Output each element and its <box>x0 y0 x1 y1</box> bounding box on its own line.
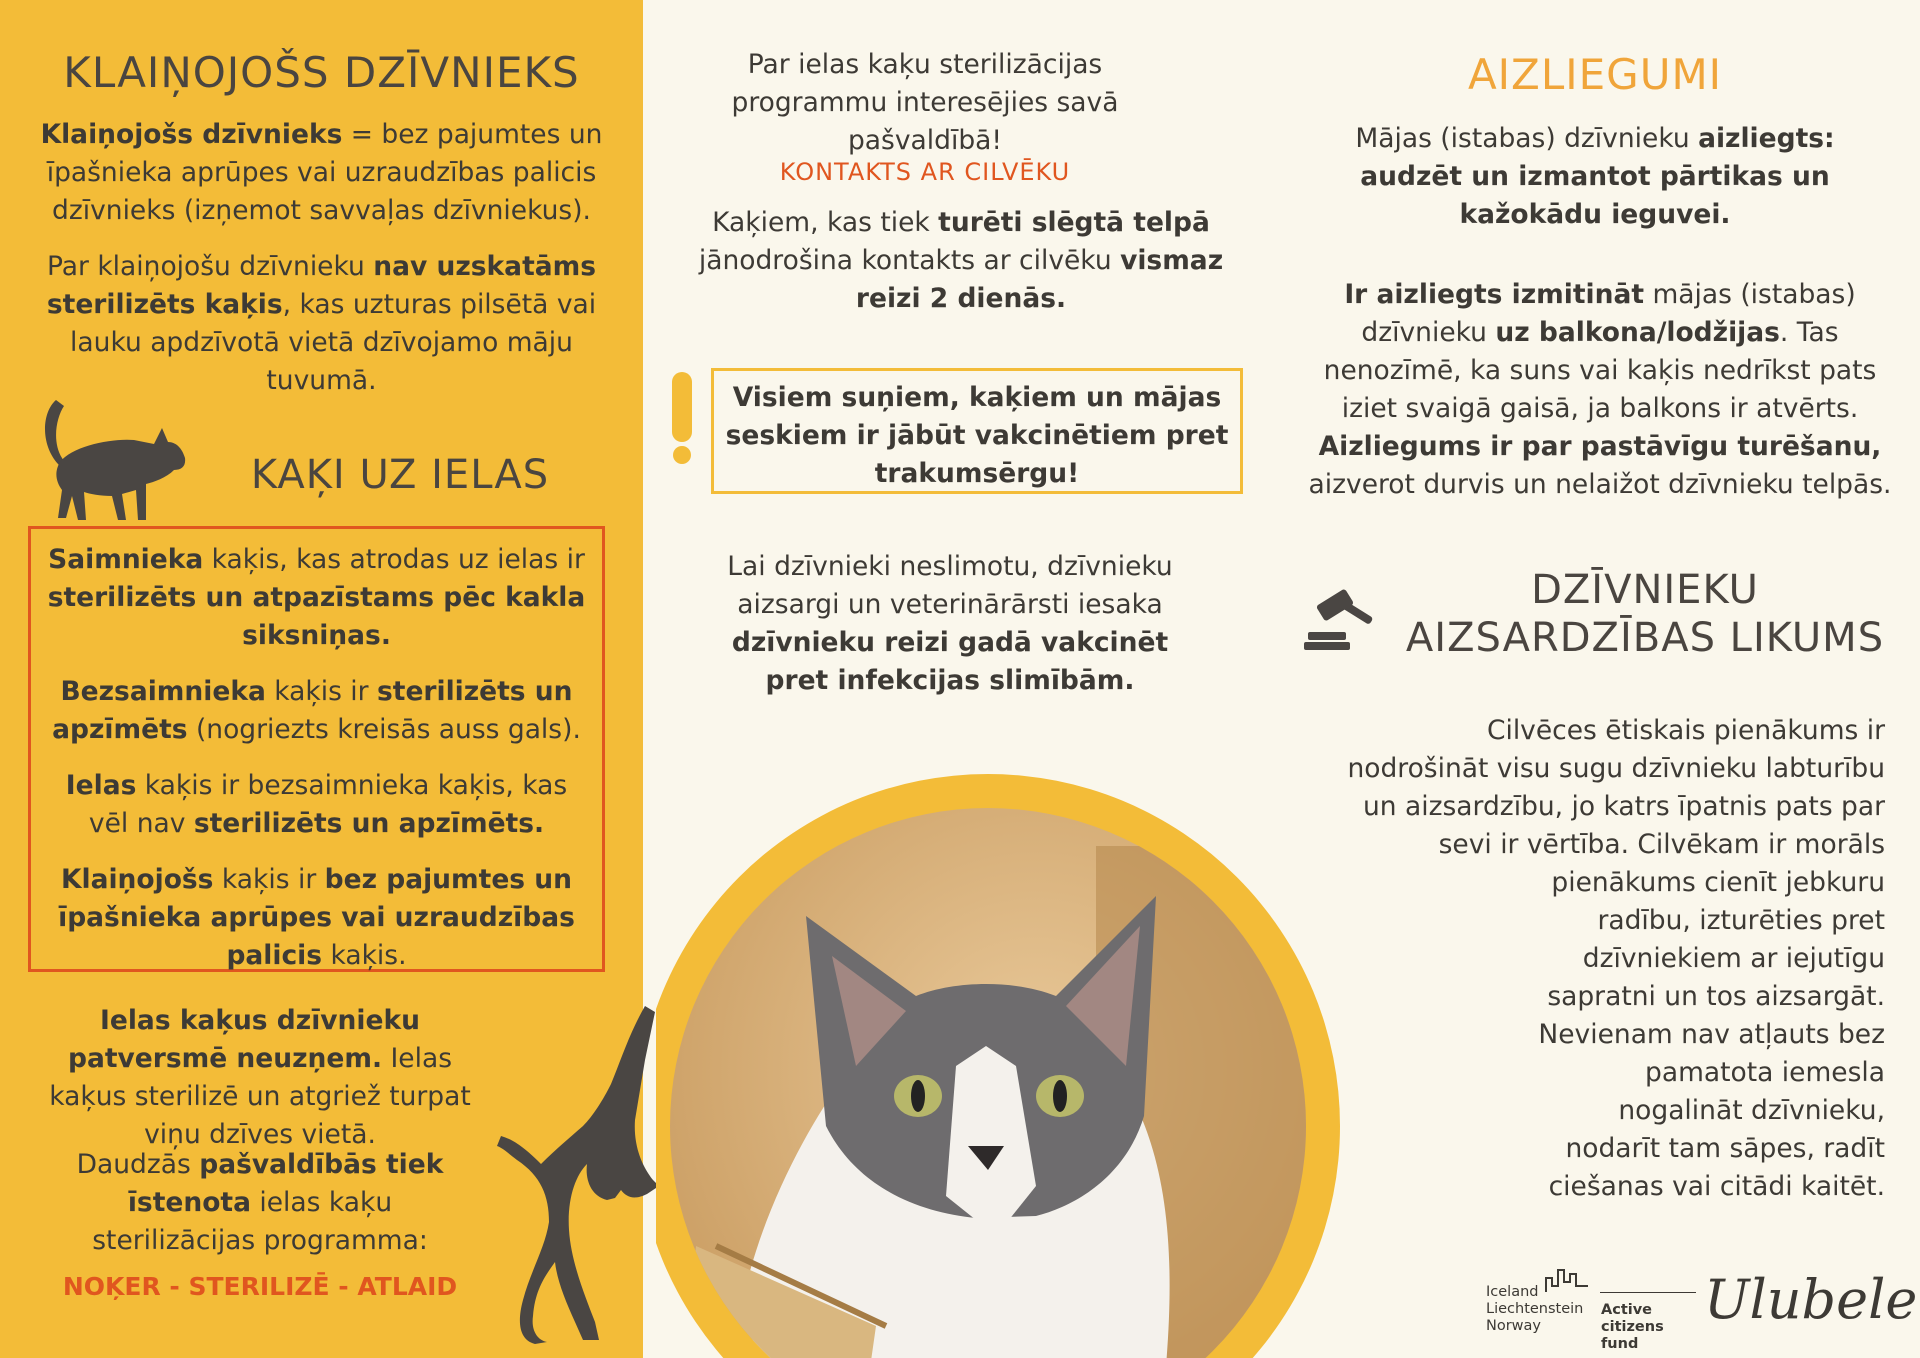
logo-line: Active <box>1601 1302 1653 1318</box>
street-cat-text: Ielas kaķis ir bezsaimnieka kaķis, kas vēl nav sterilizēts un apzīmēts. <box>65 770 568 839</box>
law-line: pamatota iemesla <box>1645 1057 1885 1088</box>
law-line: Nevienam nav atļauts bez <box>1538 1019 1885 1050</box>
law-line: dzīvniekiem ar iejutīgu <box>1582 943 1885 974</box>
vaccination-text: Lai dzīvnieki neslimotu, dzīvnieku aizsargi un veterinārārsti iesaka dzīvnieku reizi gadā vakcinēt pret infekcijas slimībām. <box>727 551 1173 696</box>
left-intro <box>30 116 613 418</box>
animal-law-title-line2: AIZSARDZĪBAS LIKUMS <box>1405 615 1885 661</box>
law-line: radību, izturēties pret <box>1597 905 1885 936</box>
shelter-paragraph: Ielas kaķus dzīvnieku patversmē neuzņem. Ielas kaķus sterilizē un atgriež turpat viņu dzīves vietā. <box>49 1005 471 1150</box>
prohibition-breeding-text: Mājas (istabas) dzīvnieku aizliegts: audzēt un izmantot pārtikas un kažokādu ieguvei. <box>1355 123 1835 230</box>
law-line: sapratni un tos aizsargāt. <box>1547 981 1885 1012</box>
logo-line: citizens fund <box>1601 1319 1664 1352</box>
animal-law-title-line1: DZĪVNIEKU <box>1531 567 1759 613</box>
animal-law-title <box>1390 566 1900 662</box>
ulubele-logo: Ulubele <box>1704 1268 1918 1331</box>
stray-cat-text: Klaiņojošs kaķis ir bez pajumtes un īpašnieka aprūpes vai uzraudzības palicis kaķis. <box>58 864 575 971</box>
law-line: pienākums cienīt jebkuru <box>1551 867 1885 898</box>
logo-line: Iceland <box>1486 1284 1539 1300</box>
law-line: ciešanas vai citādi kaitēt. <box>1548 1171 1885 1202</box>
definition-paragraph: Klaiņojošs dzīvnieks = bez pajumtes un īpašnieka aprūpes vai uzraudzības palicis dzīvnieks (izņemot savvaļas dzīvniekus). <box>40 119 603 226</box>
prohibitions-title: AIZLIEGUMI <box>1467 50 1723 99</box>
contact-text: Kaķiem, kas tiek turēti slēgtā telpā jānodrošina kontakts ar cilvēku vismaz reizi 2 dienās. <box>698 207 1224 314</box>
law-line: Cilvēces ētiskais pienākums ir <box>1486 715 1885 746</box>
logo-divider <box>1600 1292 1696 1293</box>
cat-types-box <box>28 526 605 972</box>
exclamation-icon <box>670 372 694 464</box>
law-line: nodrošināt visu sugu dzīvnieku labturību <box>1347 753 1885 784</box>
owner-cat-text: Saimnieka kaķis, kas atrodas uz ielas ir sterilizēts un atpazīstams pēc kakla siksniņas. <box>47 544 586 651</box>
law-line: nogalināt dzīvnieku, <box>1618 1095 1885 1126</box>
program-paragraph: Daudzās pašvaldībās tiek īstenota ielas kaķu sterilizācijas programma: <box>76 1149 444 1256</box>
law-line: un aizsardzību, jo katrs īpatnis pats par <box>1362 791 1885 822</box>
ownerless-cat-text: Bezsaimnieka kaķis ir sterilizēts un apzīmēts (nogriezts kreisās auss gals). <box>52 676 581 745</box>
prohibition-balcony-text: Ir aizliegts izmitināt mājas (istabas) dzīvnieku uz balkona/lodžijas. Tas nenozīmē, ka suns vai kaķis nedrīkst pats iziet svaigā gaisā, ja balkons ir atvērts. Aizliegums ir par pastāvīgu turēšanu, aizverot durvis un nelaižot dzīvnieku telpās. <box>1308 279 1892 500</box>
contact-title: KONTAKTS AR CILVĒKU <box>779 158 1071 186</box>
logo-line: Norway <box>1486 1318 1542 1334</box>
active-citizens-fund-logo <box>1601 1302 1701 1353</box>
logo-line: Liechtenstein <box>1486 1301 1584 1317</box>
law-line: nodarīt tam sāpes, radīt <box>1565 1133 1885 1164</box>
intro-text: Par ielas kaķu sterilizācijas programmu interesējies savā pašvaldībā! <box>731 49 1119 156</box>
cat-walking-icon <box>42 398 187 524</box>
law-line: sevi ir vērtība. Cilvēkam ir morāls <box>1438 829 1885 860</box>
left-title: KLAIŅOJOŠS DZĪVNIEKS <box>63 48 580 97</box>
eea-skyline-icon <box>1544 1266 1590 1294</box>
gavel-icon <box>1304 586 1376 652</box>
rabies-warning-box: Visiem suņiem, kaķiem un mājas seskiem ir jābūt vakcinētiem pret trakumsērgu! <box>711 368 1243 494</box>
cat-stretching-icon <box>495 1000 660 1345</box>
cats-on-street-title: KAĶI UZ IELAS <box>250 452 550 498</box>
slogan: NOĶER - STERILIZĒ - ATLAID <box>62 1272 458 1301</box>
animal-law-text <box>1270 712 1885 1206</box>
sterilized-paragraph: Par klaiņojošu dzīvnieku nav uzskatāms sterilizēts kaķis, kas uzturas pilsētā vai lauku apdzīvotā vietā dzīvojamo māju tuvumā. <box>46 251 597 396</box>
